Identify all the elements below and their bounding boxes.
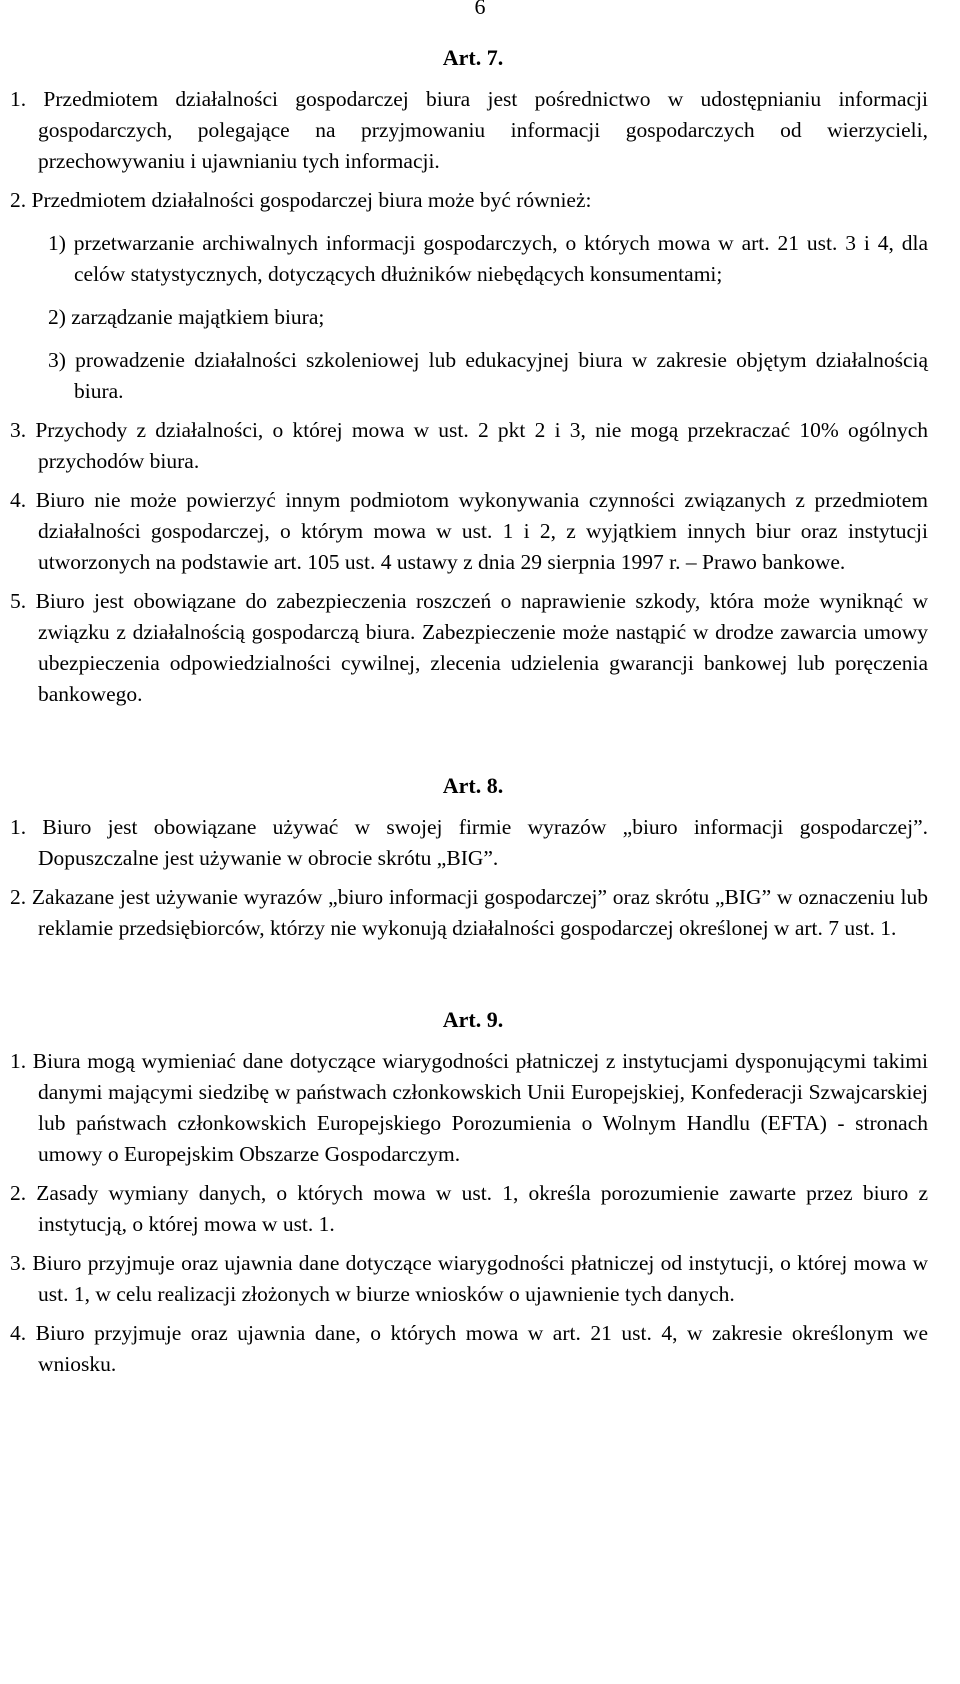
article-heading: Art. 7. (442, 45, 504, 70)
article-heading: Art. 8. (442, 773, 504, 798)
article-9 (6, 1006, 940, 1380)
list-item: 3) prowadzenie działalności szkoleniowej lub edukacyjnej biura w zakresie objętym działalnością biura. (48, 348, 928, 403)
list-item: 2) zarządzanie majątkiem biura; (48, 305, 325, 329)
paragraph: 3. Biuro przyjmuje oraz ujawnia dane dotyczące wiarygodności płatniczej od instytucji, o której mowa w ust. 1, w celu realizacji złożonych w biurze wniosków o ujawnienie tych danych. (10, 1251, 928, 1306)
paragraph: 1. Przedmiotem działalności gospodarczej biura jest pośrednictwo w udostępnianiu informacji gospodarczych, polegające na przyjmowaniu informacji gospodarczych od wierzycieli, przechowywaniu i ujawnianiu tych informacji. (10, 87, 928, 173)
article-heading: Art. 9. (442, 1007, 504, 1032)
paragraph: 2. Zakazane jest używanie wyrazów „biuro informacji gospodarczej” oraz skrótu „BIG” w oznaczeniu lub reklamie przedsiębiorców, którzy nie wykonują działalności gospodarczej określonej w art. 7 ust. 1. (10, 885, 928, 940)
article-7 (6, 44, 940, 710)
page-number: 6 (474, 0, 486, 19)
paragraph: 4. Biuro przyjmuje oraz ujawnia dane, o których mowa w art. 21 ust. 4, w zakresie określonym we wniosku. (10, 1321, 928, 1376)
list-item: 1) przetwarzanie archiwalnych informacji gospodarczych, o których mowa w art. 21 ust. 3 i 4, dla celów statystycznych, dotyczących dłużników niebędących konsumentami; (48, 231, 928, 286)
article-8 (6, 772, 940, 944)
paragraph: 5. Biuro jest obowiązane do zabezpieczenia roszczeń o naprawienie szkody, która może wyniknąć w związku z działalnością gospodarczą biura. Zabezpieczenie może nastąpić w drodze zawarcia umowy ubezpieczenia odpowiedzialności cywilnej, zlecenia udzielenia gwarancji bankowej lub poręczenia bankowego. (10, 589, 928, 706)
paragraph: 2. Zasady wymiany danych, o których mowa w ust. 1, określa porozumienie zawarte przez biuro z instytucją, o której mowa w ust. 1. (10, 1181, 928, 1236)
document-body (6, 44, 940, 1380)
paragraph: 2. Przedmiotem działalności gospodarczej biura może być również: (10, 188, 592, 212)
paragraph: 1. Biuro jest obowiązane używać w swojej firmie wyrazów „biuro informacji gospodarczej”. Dopuszczalne jest używanie w obrocie skrótu „BIG”. (10, 815, 928, 870)
paragraph: 1. Biura mogą wymieniać dane dotyczące wiarygodności płatniczej z instytucjami dysponującymi takimi danymi mającymi siedzibę w państwach członkowskich Unii Europejskiej, Konfederacji Szwajcarskiej lub państwach członkowskich Europejskiego Porozumienia o Wolnym Handlu (EFTA) - stronach umowy o Europejskim Obszarze Gospodarczym. (10, 1049, 928, 1166)
paragraph: 4. Biuro nie może powierzyć innym podmiotom wykonywania czynności związanych z przedmiotem działalności gospodarczej, o którym mowa w ust. 1 i 2, z wyjątkiem innych biur oraz instytucji utworzonych na podstawie art. 105 ust. 4 ustawy z dnia 29 sierpnia 1997 r. – Prawo bankowe. (10, 488, 928, 574)
paragraph: 3. Przychody z działalności, o której mowa w ust. 2 pkt 2 i 3, nie mogą przekraczać 10% ogólnych przychodów biura. (10, 418, 928, 473)
